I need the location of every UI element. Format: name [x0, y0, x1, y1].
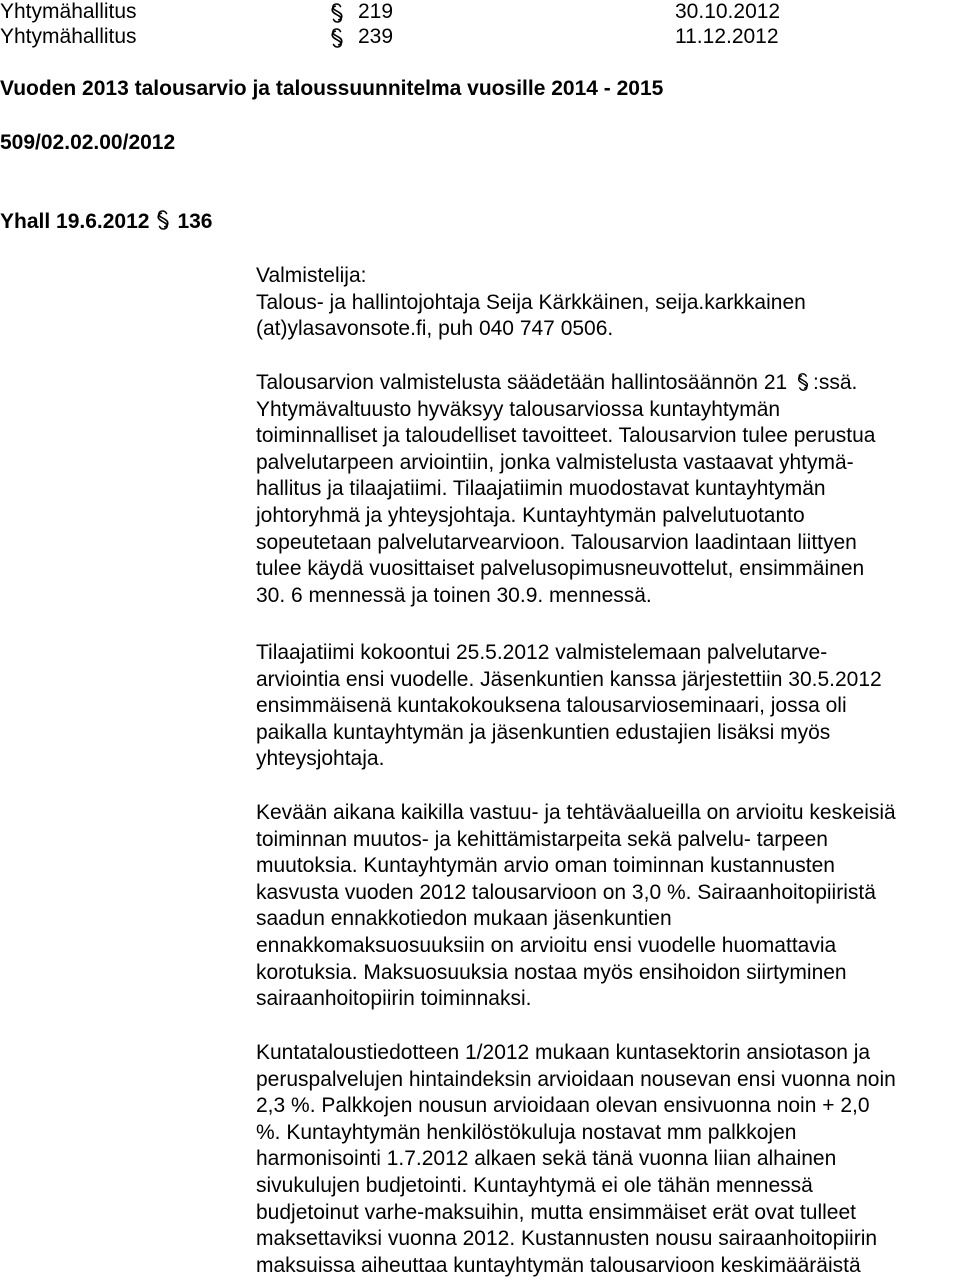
- paragraph-line: Tilaajatiimi kokoontui 25.5.2012 valmistelemaan palvelutarve-: [256, 641, 828, 664]
- paragraph-line: Kuntataloustiedotteen 1/2012 mukaan kuntasektorin ansiotason ja: [256, 1041, 871, 1064]
- meeting-reference: [0, 209, 213, 236]
- preparer-label: Valmistelija:: [256, 264, 367, 287]
- paragraph-spring-assessment: [256, 800, 896, 1013]
- paragraph-line: %. Kuntayhtymän henkilöstökuluja nostavat mm palkkojen: [256, 1120, 797, 1144]
- paragraph-municipal-economy: [256, 1040, 896, 1279]
- paragraph-line: tulee käydä vuosittaiset palvelusopimusneuvottelut, ensimmäinen: [256, 557, 865, 581]
- line-text: Talousarvion valmistelusta säädetään hallintosäännön 21: [256, 371, 788, 394]
- paragraph-line: sairaanhoitopiirin toiminnaksi.: [256, 987, 532, 1011]
- paragraph-line: hallitus ja tilaajatiimi. Tilaajatiimin muodostavat kuntayhtymän: [256, 477, 826, 501]
- meeting-date: 30.10.2012: [675, 0, 781, 23]
- section-sign-icon: [793, 372, 813, 392]
- paragraph-line: toiminnalliset ja taloudelliset tavoitteet. Talousarvion tulee perustua: [256, 424, 876, 448]
- paragraph-line: harmonisointi 1.7.2012 alkaen sekä tänä vuonna liian alhainen: [256, 1147, 837, 1171]
- meeting-date: 11.12.2012: [675, 25, 779, 48]
- paragraph-line: sivukulujen budjetointi. Kuntayhtymä ei ole tähän mennessä: [256, 1173, 813, 1197]
- paragraph-line: johtoryhmä ja yhteysjohtaja. Kuntayhtymän palvelutuotanto: [256, 503, 805, 527]
- section-sign-icon: [326, 2, 348, 24]
- header-row: [0, 0, 960, 26]
- paragraph-line: ennakkomaksuosuuksiin on arvioitu ensi vuodelle huomattavia: [256, 933, 837, 957]
- reference-prefix: Yhall 19.6.2012: [0, 210, 150, 233]
- paragraph-line: muutoksia. Kuntayhtymän arvio oman toiminnan kustannusten: [256, 854, 835, 878]
- header-row: [0, 25, 960, 51]
- paragraph-line: Yhtymävaltuusto hyväksyy talousarviossa kuntayhtymän: [256, 397, 781, 421]
- paragraph-line: maksettaviksi vuonna 2012. Kustannusten nousu sairaanhoitopiirin: [256, 1227, 878, 1251]
- paragraph-line: arviointia ensi vuodelle. Jäsenkuntien kanssa järjestettiin 30.5.2012: [256, 667, 882, 691]
- paragraph-line: peruspalvelujen hintaindeksin arvioidaan nousevan ensi vuonna noin: [256, 1067, 896, 1091]
- organization-name: Yhtymähallitus: [0, 0, 137, 23]
- paragraph-line: [256, 370, 875, 397]
- section-sign-icon: [326, 27, 348, 49]
- paragraph-line: ensimmäisenä kuntakokouksena talousarvioseminaari, jossa oli: [256, 694, 847, 718]
- paragraph-line: korotuksia. Maksuosuuksia nostaa myös ensihoidon siirtyminen: [256, 960, 847, 984]
- paragraph-line: maksuissa aiheuttaa kuntayhtymän talousarvioon keskimääräistä: [256, 1253, 861, 1277]
- preparer-block: [256, 263, 806, 343]
- section-number: 219: [358, 0, 394, 23]
- section-sign-icon: [152, 209, 174, 231]
- paragraph-line: kasvusta vuoden 2012 talousarvioon on 3,0 %. Sairaanhoitopiiristä: [256, 880, 876, 904]
- record-number: 509/02.02.00/2012: [0, 131, 176, 154]
- paragraph-line: 30. 6 mennessä ja toinen 30.9. mennessä.: [256, 583, 652, 607]
- paragraph-line: Kevään aikana kaikilla vastuu- ja tehtäväalueilla on arvioitu keskeisiä: [256, 801, 896, 824]
- paragraph-line: 2,3 %. Palkkojen nousun arvioidaan olevan ensivuonna noin + 2,0: [256, 1094, 870, 1118]
- paragraph-line: paikalla kuntayhtymän ja jäsenkuntien edustajien lisäksi myös: [256, 720, 831, 744]
- paragraph-line: yhteysjohtaja.: [256, 747, 385, 771]
- preparer-line: Talous- ja hallintojohtaja Seija Kärkkäinen, seija.karkkainen: [256, 290, 806, 314]
- line-text: :ssä.: [813, 371, 858, 394]
- preparer-line: (at)ylasavonsote.fi, puh 040 747 0506.: [256, 317, 614, 341]
- section-number: 239: [358, 25, 394, 48]
- paragraph-line: toiminnan muutos- ja kehittämistarpeita sekä palvelu- tarpeen: [256, 827, 828, 851]
- paragraph-ordering-team: [256, 640, 882, 773]
- paragraph-budget-preparation: [256, 370, 875, 609]
- paragraph-line: palvelutarpeen arviointiin, jonka valmistelusta vastaavat yhtymä-: [256, 450, 854, 474]
- paragraph-line: sopeutetaan palvelutarvearvioon. Talousarvion laadintaan liittyen: [256, 530, 857, 554]
- reference-number: 136: [177, 210, 213, 233]
- paragraph-line: budjetoinut varhe-maksuihin, mutta ensimmäiset erät ovat tulleet: [256, 1200, 856, 1224]
- paragraph-line: saadun ennakkotiedon mukaan jäsenkuntien: [256, 907, 672, 931]
- document-title: Vuoden 2013 talousarvio ja taloussuunnitelma vuosille 2014 - 2015: [0, 77, 664, 100]
- organization-name: Yhtymähallitus: [0, 25, 137, 48]
